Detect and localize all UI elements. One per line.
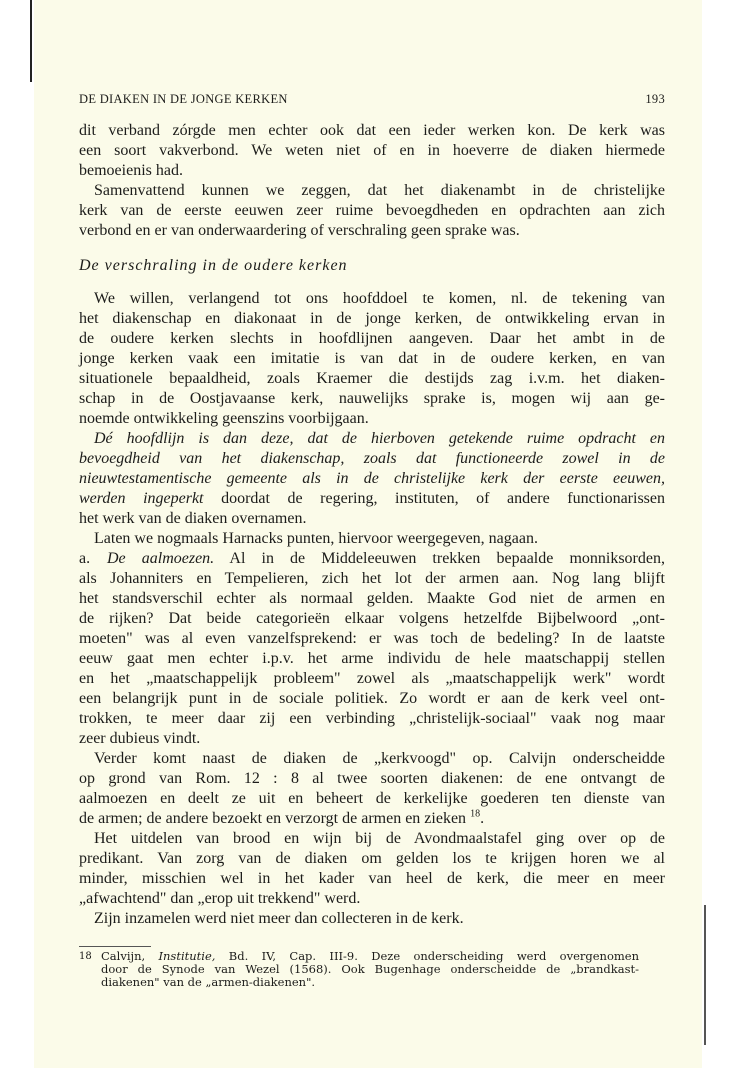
text-run: op grond van Rom. 12 : 8 al twee soorten diakenen: de ene ontvangt de xyxy=(79,770,665,787)
text-run: . xyxy=(480,810,485,827)
text-line xyxy=(79,289,665,309)
text-run: verbond en er van onderwaardering of verschraling geen sprake was. xyxy=(79,222,520,239)
text-run: situationele bepaaldheid, zoals Kraemer die destijds zag i.v.m. het diaken- xyxy=(79,370,665,387)
text-line xyxy=(79,569,665,589)
text-line xyxy=(79,729,665,749)
footnote-number: 18 xyxy=(79,951,92,962)
page-number: 193 xyxy=(645,92,665,106)
text-line xyxy=(79,389,665,409)
text-line xyxy=(79,889,665,909)
text-run: Verder komt naast de diaken de „kerkvoogd" op. Calvijn onderscheidde xyxy=(94,750,665,767)
text-line xyxy=(79,869,665,889)
text-run: een belangrijk punt in de sociale politiek. Zo wordt er aan de kerk veel ont- xyxy=(79,690,665,707)
text-run: bemoeienis had. xyxy=(79,162,183,179)
text-line xyxy=(79,589,665,609)
text-line xyxy=(79,669,665,689)
text-line xyxy=(79,141,665,161)
text-line xyxy=(79,649,665,669)
text-line xyxy=(79,349,665,369)
text-run: Samenvattend kunnen we zeggen, dat het diakenambt in de christelijke xyxy=(94,182,665,199)
text-run: een soort vakverbond. We weten niet of en in hoeverre de diaken hiermede xyxy=(79,142,665,159)
text-line xyxy=(79,409,665,429)
text-run: doordat de regering, instituten, of andere functionarissen xyxy=(203,490,665,507)
italic-text: nieuwtestamentische gemeente als in de christelijke kerk der eerste eeuwen, xyxy=(79,470,665,487)
text-line xyxy=(79,161,665,181)
text-line xyxy=(79,489,665,509)
text-line xyxy=(79,429,665,449)
text-line xyxy=(79,309,665,329)
text-run: Calvijn, xyxy=(101,949,159,963)
footnote-rule xyxy=(79,946,151,947)
text-run: diakenen" van de „armen-diakenen". xyxy=(101,975,316,989)
italic-text: werden ingeperkt xyxy=(79,490,204,507)
text-run: de rijken? Dat beide categorieën elkaar volgens hetzelfde Bijbelwoord „ont- xyxy=(79,610,665,627)
body-text-main xyxy=(79,289,665,929)
text-line xyxy=(79,449,665,469)
text-run: predikant. Van zorg van de diaken om gelden los te krijgen horen we al xyxy=(79,850,665,867)
text-run: het standsverschil echter als normaal gelden. Maakte God niet de armen en xyxy=(79,590,665,607)
text-run: door de Synode van Wezel (1568). Ook Bugenhage onderscheidde de „brandkast- xyxy=(101,962,639,976)
scan-edge-right xyxy=(704,905,706,1045)
footnote-reference: 18 xyxy=(470,808,481,820)
text-line xyxy=(79,769,665,789)
text-run: en het „maatschappelijk probleem" zowel als „maatschappelijk werk" wordt xyxy=(79,670,665,687)
text-run: eeuw gaat men echter i.p.v. het arme individu de hele maatschappij stellen xyxy=(79,650,665,667)
text-run: als Johanniters en Tempelieren, zich het lot der armen aan. Nog lang blijft xyxy=(79,570,665,587)
text-line xyxy=(79,609,665,629)
text-line xyxy=(79,201,665,221)
text-line xyxy=(79,329,665,349)
text-run: het werk van de diaken overnamen. xyxy=(79,510,307,527)
text-run: de armen; de andere bezoekt en verzorgt de armen en zieken xyxy=(79,810,471,827)
text-line xyxy=(79,469,665,489)
running-head xyxy=(79,92,665,107)
section-heading: De verschraling in de oudere kerken xyxy=(79,257,348,274)
text-line xyxy=(79,121,665,141)
footnote xyxy=(79,950,639,989)
text-run: noemde ontwikkeling geenszins voorbijgaan. xyxy=(79,410,369,427)
italic-text: Institutie, xyxy=(158,949,216,963)
text-run: moeten" was al even vanzelfsprekend: er was toch de bedeling? In de laatste xyxy=(79,630,665,647)
text-run: schap in de Oostjavaanse kerk, nauwelijks sprake is, mogen wij aan ge- xyxy=(79,390,665,407)
text-run: We willen, verlangend tot ons hoofddoel te komen, nl. de tekening van xyxy=(94,290,665,307)
italic-text: De aalmoezen. xyxy=(107,550,215,567)
text-run: Het uitdelen van brood en wijn bij de Avondmaalstafel ging over op de xyxy=(94,830,665,847)
text-line xyxy=(79,369,665,389)
text-run: trokken, te meer daar zij een verbinding „christelijk-sociaal" vaak nog maar xyxy=(79,710,665,727)
text-run: „afwachtend" dan „erop uit trekkend" werd. xyxy=(79,890,361,907)
text-run: dit verband zórgde men echter ook dat een ieder werken kon. De kerk was xyxy=(79,122,665,139)
text-run: kerk van de eerste eeuwen zeer ruime bevoegdheden en opdrachten aan zich xyxy=(79,202,665,219)
text-line xyxy=(79,909,665,929)
text-run: Al in de Middeleeuwen trekken bepaalde monniksorden, xyxy=(214,550,665,567)
running-head-title: DE DIAKEN IN DE JONGE KERKEN xyxy=(79,92,288,106)
text-line xyxy=(79,221,665,241)
italic-text: Dé hoofdlijn is dan deze, dat de hierboven getekende ruime opdracht en xyxy=(94,430,665,447)
text-line xyxy=(79,529,665,549)
scan-edge-left xyxy=(30,0,32,82)
text-line xyxy=(79,689,665,709)
text-run: minder, misschien wel in het kader van heel de kerk, die meer en meer xyxy=(79,870,665,887)
text-run: Zijn inzamelen werd niet meer dan collecteren in de kerk. xyxy=(94,910,464,927)
text-run: de oudere kerken slechts in hoofdlijnen aangeven. Daar het ambt in de xyxy=(79,330,665,347)
text-run: aalmoezen en deelt ze uit en beheert de kerkelijke goederen ten dienste van xyxy=(79,790,665,807)
text-line xyxy=(79,789,665,809)
text-run: Bd. IV, Cap. III-9. Deze onderscheiding werd overgenomen xyxy=(215,949,640,963)
text-run: zeer dubieus vindt. xyxy=(79,730,201,747)
text-line xyxy=(79,629,665,649)
text-run: het diakenschap en diakonaat in de jonge kerken, de ontwikkeling ervan in xyxy=(79,310,665,327)
body-text-top xyxy=(79,121,665,241)
text-line xyxy=(79,849,665,869)
text-line xyxy=(79,181,665,201)
text-line xyxy=(79,829,665,849)
text-line xyxy=(79,509,665,529)
text-line xyxy=(79,976,639,989)
italic-text: bevoegdheid van het diakenschap, zoals dat functioneerde zowel in de xyxy=(79,450,665,467)
text-line xyxy=(79,749,665,769)
text-line xyxy=(79,549,665,569)
text-run: Laten we nogmaals Harnacks punten, hiervoor weergegeven, nagaan. xyxy=(94,530,538,547)
text-run: jonge kerken vaak een imitatie is van dat in de oudere kerken, en van xyxy=(79,350,665,367)
text-line xyxy=(79,709,665,729)
text-line xyxy=(79,809,665,829)
list-label: a. xyxy=(79,550,91,567)
